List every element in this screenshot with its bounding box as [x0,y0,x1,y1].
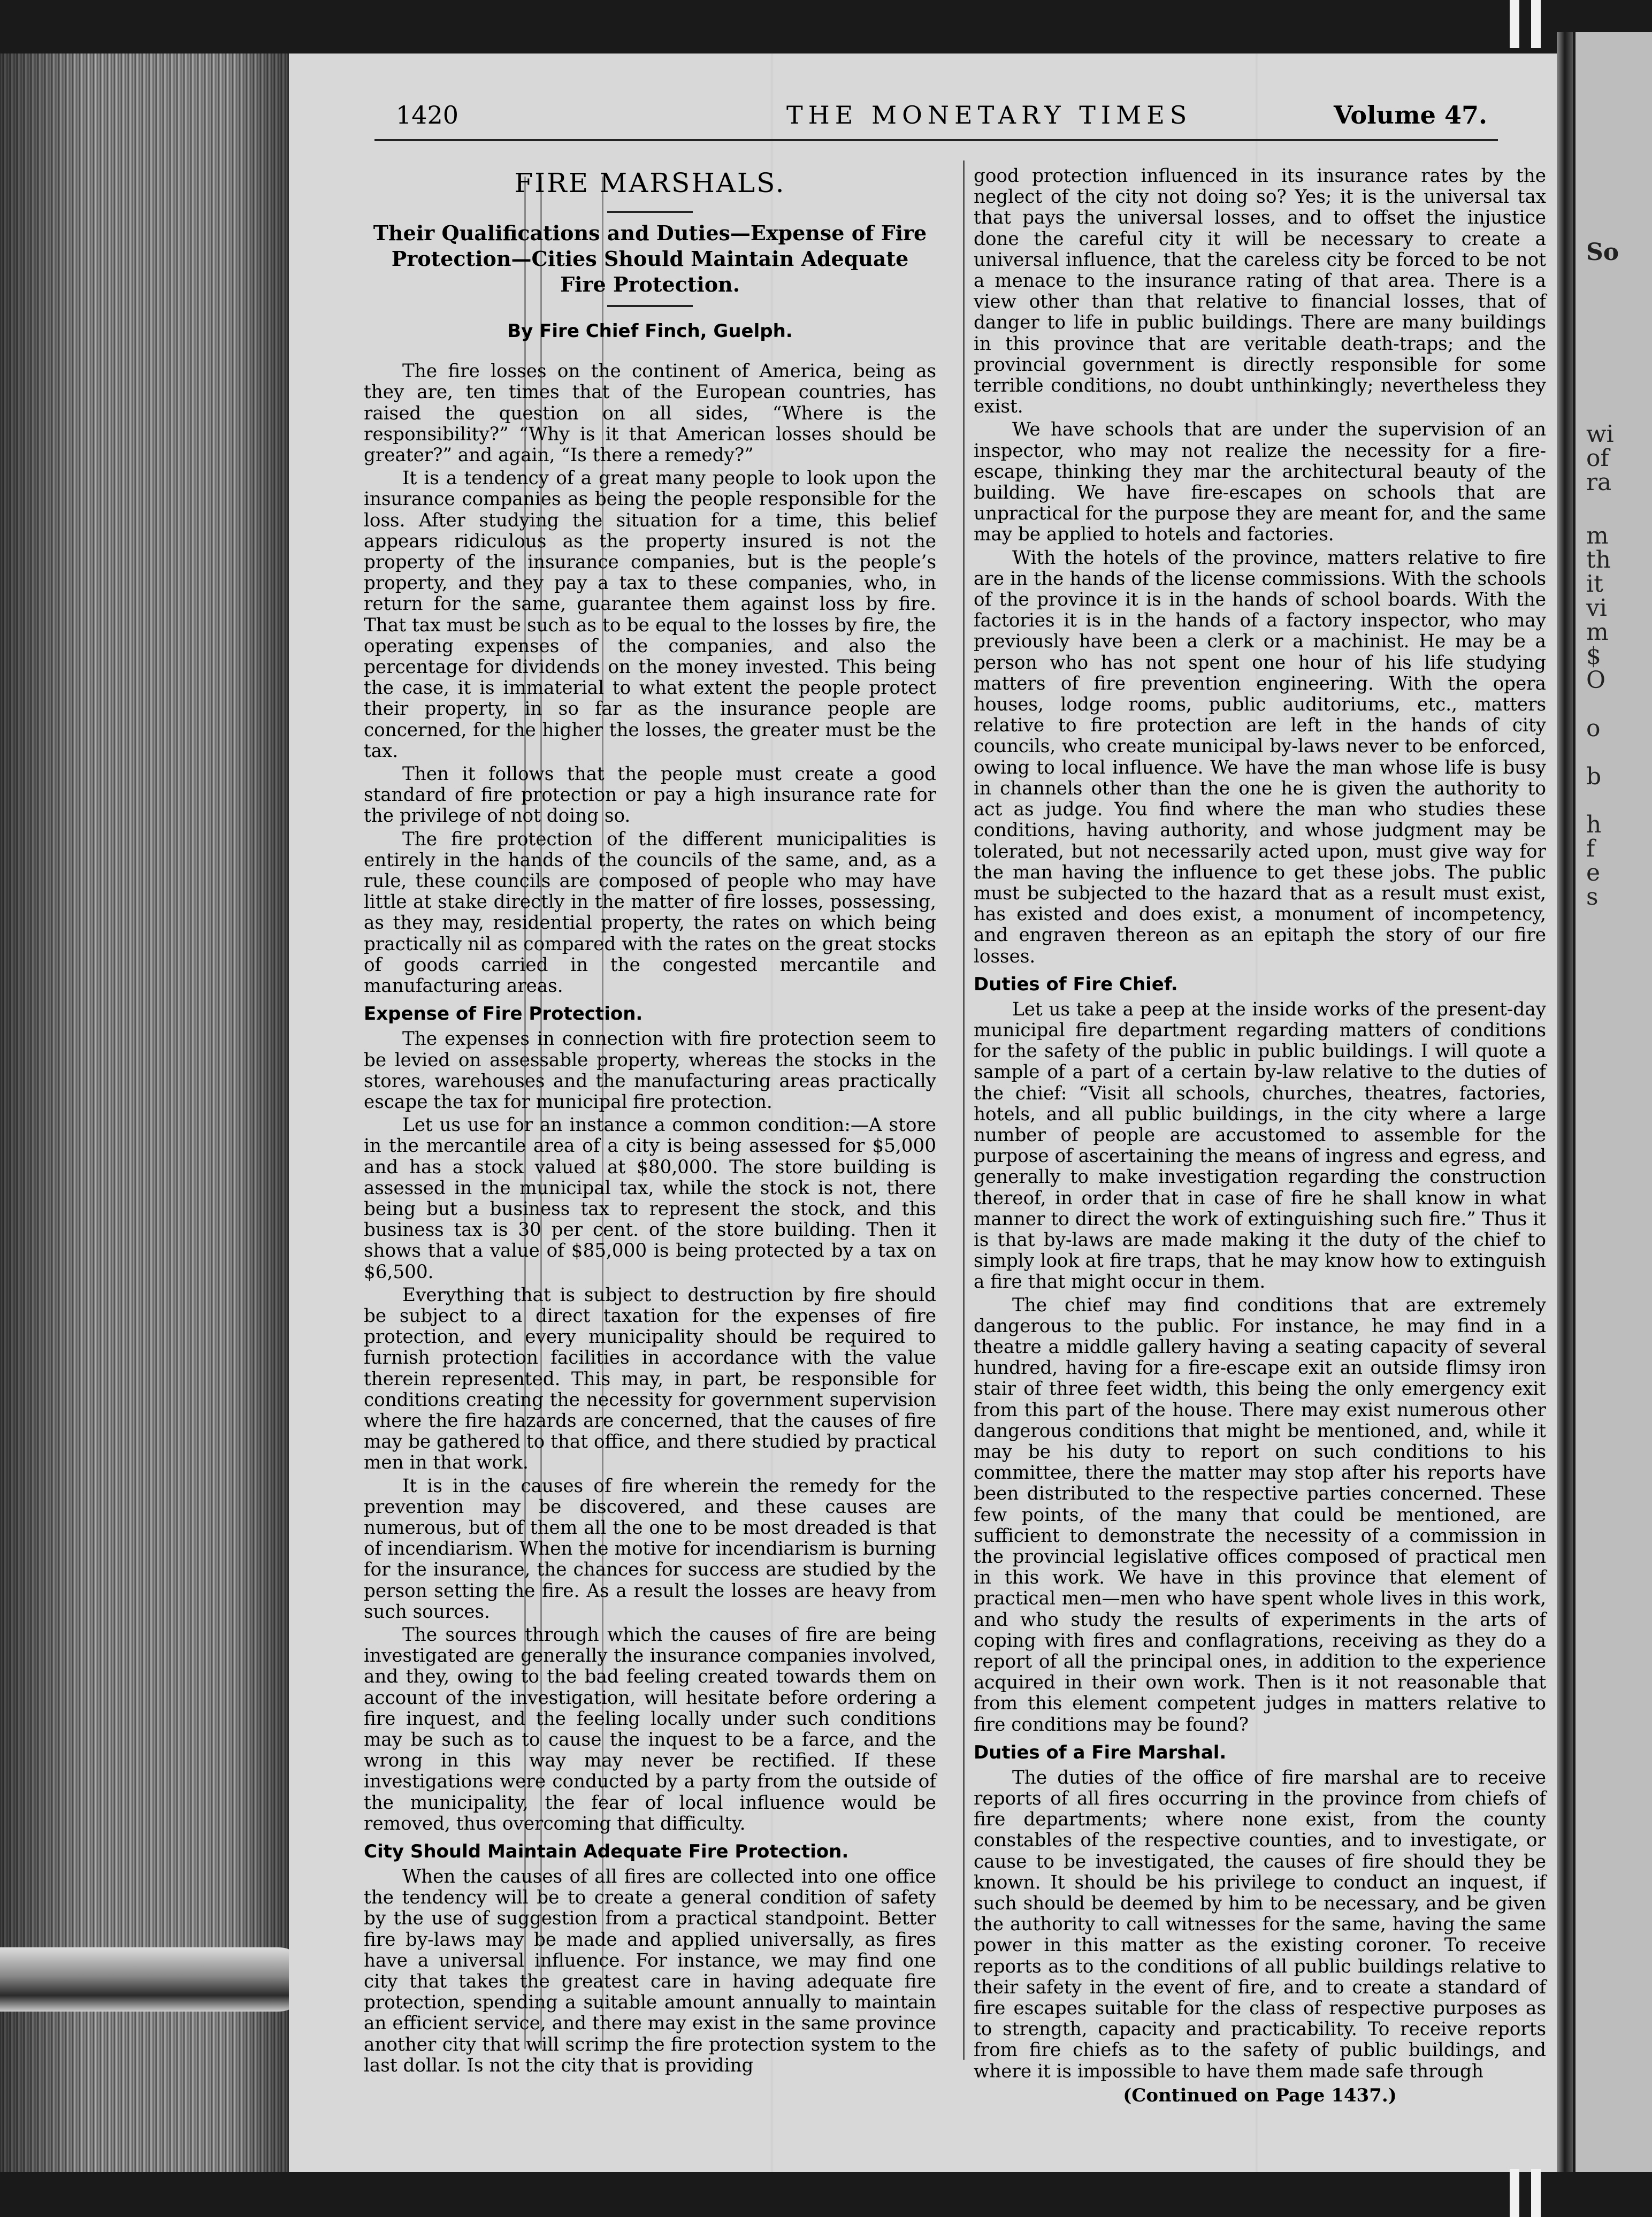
title-rule [607,211,693,213]
adjacent-fragment: th [1586,546,1611,574]
film-mark [1510,2169,1519,2217]
paragraph: Let us use for an instance a common condition:—A store in the mercantile area of a city is being assessed for $5,000 and has a stock valued at $80,000. The store building is assessed in the municipal tax, while the stock is not, there being but a business tax to represent the stock, and this business tax is 30 per cent. of the store building. Then it shows that a value of $85,000 is being protected by a tax on $6,500. [364,1114,936,1283]
column-divider [963,160,965,2060]
page-fold [1557,32,1573,2172]
article-title: FIRE MARSHALS. [514,167,786,198]
section-heading: Duties of Fire Chief. [974,973,1178,995]
adjacent-fragment: it [1586,570,1603,598]
adjacent-fragment: o [1586,715,1601,742]
paragraph: We have schools that are under the supervision of an inspector, who may not realize the necessity for a fire-escape, thinking they mar the architectural beauty of the building. We have fire-escapes on schools that are unpractical for the purpose they are meant for, and the same may be applied to hotels and factories. [974,419,1546,546]
adjacent-fragment: So [1586,239,1619,266]
paragraph: Everything that is subject to destruction by fire should be subject to a direct taxation for the expenses of fire protection, and every municipality should be required to furnish protection facilities in accordance with the value therein represented. This may, in part, be responsible for conditions creating the necessity for government supervision where the fire hazards are concerned, that the causes of fire may be gathered to that office, and there studied by practical men in that work. [364,1284,936,1474]
section-heading: Expense of Fire Protection. [364,1003,643,1025]
adjacent-fragment: b [1586,763,1602,790]
binder-clip [0,1947,310,2012]
adjacent-fragment: s [1586,883,1599,911]
adjacent-fragment: ra [1586,469,1612,496]
adjacent-fragment: f [1586,835,1595,862]
left-column [364,166,936,2076]
publication-title: THE MONETARY TIMES [786,101,1192,129]
paragraph: The fire protection of the different municipalities is entirely in the hands of the councils of the same, and, as a rule, these councils are composed of people who may have little at stake directly in the matter of fire losses, possessing, as they may, residential property, the rates on which being practically nil as compared with the rates on the great stocks of goods carried in the congested mercantile and manufacturing areas. [364,828,936,997]
section-heading: City Should Maintain Adequate Fire Protection. [364,1841,849,1863]
paragraph: The fire losses on the continent of America, being as they are, ten times that of the European countries, has raised the question on all sides, “Where is the responsibility?” “Why is it that American losses should be greater?” and again, “Is there a remedy?” [364,361,936,467]
paragraph: The expenses in connection with fire protection seem to be levied on assessable property, whereas the stocks in the stores, warehouses and the manufacturing areas practically escape the tax for municipal fire protection. [364,1028,936,1113]
film-mark [1531,2169,1541,2217]
article-subtitle: Their Qualifications and Duties—Expense of Fire Protection—Cities Should Maintain Adequate Fire Protection. [373,221,927,296]
section-heading: Duties of a Fire Marshal. [974,1741,1227,1763]
continued-note: (Continued on Page 1437.) [1123,2084,1397,2106]
adjacent-fragment: wi [1586,421,1614,448]
book-page-edges [0,53,289,2172]
paragraph: The chief may find conditions that are extremely dangerous to the public. For instance, he may find in a theatre a middle gallery having a seating capacity of several hundred, having for a fire-escape exit an outside flimsy iron stair of three feet width, this being the only emergency exit from this part of the house. There may exist numerous other dangerous conditions that might be mentioned, and, while it may be his duty to report on such conditions to his committee, there the matter may stop after his reports have been distributed to the respective parties concerned. These few points, of the many that could be mentioned, are sufficient to demonstrate the necessity of a commission in the provincial legislative offices composed of practical men in this work. We have in this province that element of practical men—men who have spent whole lives in this work, and who study the results of experiments in the arts of coping with fires and conflagrations, receiving as they do a report of all the principal ones, in addition to the experience acquired in their own work. Then is it not reasonable that from this element competent judges in matters relative to fire conditions may be found? [974,1294,1546,1736]
paragraph: It is in the causes of fire wherein the remedy for the prevention may be discovered, and these causes are numerous, but of them all the one to be most dreaded is that of incendiarism. When the motive for incendiarism is burning for the insurance, the chances for success are studied by the person setting the fire. As a result the losses are heavy from such sources. [364,1475,936,1623]
adjacent-fragment: e [1586,859,1601,886]
right-column [974,165,1546,2106]
paragraph: good protection influenced in its insurance rates by the neglect of the city not doing so? Yes; it is the universal tax that pays the universal losses, and to offset the injustice done the careful city it will be necessary to create a universal influence, that the careless city be forced to be not a menace to the insurance rating of that area. There is a view other than that relative to financial losses, that of danger to life in public buildings. There are many buildings in this province that are veritable death-traps; and the provincial government is directly responsible for some terrible conditions, no doubt unthinkingly; nevertheless they exist. [974,165,1546,418]
paragraph: It is a tendency of a great many people to look upon the insurance companies as being the people responsible for the loss. After studying the situation for a time, this belief appears ridiculous as the property insured is not the property of the insurance companies, but is the people’s property, and they pay a tax to these companies, who, in return for the same, guarantee them against loss by fire. That tax must be such as to be equal to the losses by fire, the operating expenses of the companies, and also the percentage for dividends on the money invested. This being the case, it is immaterial to what extent the people protect their property, in so far as the insurance people are concerned, for the higher the losses, the greater must be the tax. [364,468,936,762]
adjacent-fragment: O [1586,667,1606,694]
adjacent-fragment: m [1586,522,1609,549]
adjacent-fragment: $ [1586,643,1601,670]
paragraph: When the causes of all fires are collected into one office the tendency will be to create a general condition of safety by the use of suggestion from a practical standpoint. Better fire by-laws may be made and applied universally, as fires have a universal influence. For instance, we may find one city that takes the greatest care in having adequate fire protection, spending a suitable amount annually to maintain an efficient service, and there may exist in the same province another city that will scrimp the fire protection system to the last dollar. Is not the city that is providing [364,1866,936,2076]
adjacent-page [1575,32,1652,2172]
adjacent-fragment: h [1586,811,1602,838]
page-number: 1420 [396,101,459,129]
subtitle-rule [607,305,693,307]
paragraph: The sources through which the causes of fire are being investigated are generally the insurance companies involved, and they, owing to the bad feeling created towards them on account of the investigation, will hesitate before ordering a fire inquest, and the feeling locally under such conditions may be such as to cause the inquest to be a farce, and the wrong in this way may never be rectified. If these investigations were conducted by a party from the outside of the municipality, the fear of local influence would be removed, thus overcoming that difficulty. [364,1624,936,1834]
volume-number: Volume 47. [1333,101,1487,129]
paragraph: With the hotels of the province, matters relative to fire are in the hands of the license commissions. With the schools of the province it is in the hands of school boards. With the factories it is in the hands of a factory inspector, who may previously have been a clerk or a machinist. He may be a person who has not spent one hour of his life studying matters of fire prevention engineering. With the opera houses, lodge rooms, public auditoriums, etc., matters relative to fire protection are left in the hands of city councils, who create municipal by-laws never to be enforced, owing to local influence. We have the man whose life is busy in channels other than the one he is given the authority to act as judge. You find where the man who studies these conditions, having authority, and whose judgment may be tolerated, but not necessarily acted upon, must give way for the man having the influence to get these jobs. The public must be subjected to the hazard that as a result must exist, has existed and does exist, a monument of incompetency, and engraven thereon as an epitaph the story of our fire losses. [974,547,1546,967]
film-mark [1531,0,1541,48]
adjacent-fragment: vi [1586,594,1607,622]
paragraph: Let us take a peep at the inside works of the present-day municipal fire department regarding matters of conditions for the safety of the public in public buildings. I will quote a sample of a part of a certain by-law relative to the duties of the chief: “Visit all schools, churches, theatres, factories, hotels, and all public buildings, in the city where a large number of people are accustomed to assemble for the purpose of ascertaining the means of ingress and egress, and generally to make investigation regarding the construction thereof, in order that in case of fire he shall know in what manner to direct the work of extinguishing such fire.” Thus it is that by-laws are made making it the duty of the chief to simply look at fire traps, that he may know how to extinguish a fire that might occur in them. [974,998,1546,1293]
adjacent-fragment: of [1586,445,1609,472]
byline: By Fire Chief Finch, Guelph. [507,320,793,342]
adjacent-fragment: m [1586,618,1609,646]
paragraph: The duties of the office of fire marshal are to receive reports of all fires occurring in the province from chiefs of fire departments; where none exist, from the county constables of the respective counties, and to investigate, or cause to be investigated, the causes of fire should they be known. It should be his privilege to conduct an inquest, if such should be deemed by him to be necessary, and be given the authority to call witnesses for the same, having the same power in this matter as the existing coroner. To receive reports as to the conditions of all public buildings relative to their safety in the event of fire, and to create a standard of fire escapes suitable for the class of respective purposes as to strength, capacity and practicability. To receive reports from fire chiefs as to the safety of public buildings, and where it is impossible to have them made safe through [974,1767,1546,2082]
running-header [374,96,1498,141]
paragraph: Then it follows that the people must create a good standard of fire protection or pay a high insurance rate for the privilege of not doing so. [364,763,936,827]
film-mark [1510,0,1519,48]
